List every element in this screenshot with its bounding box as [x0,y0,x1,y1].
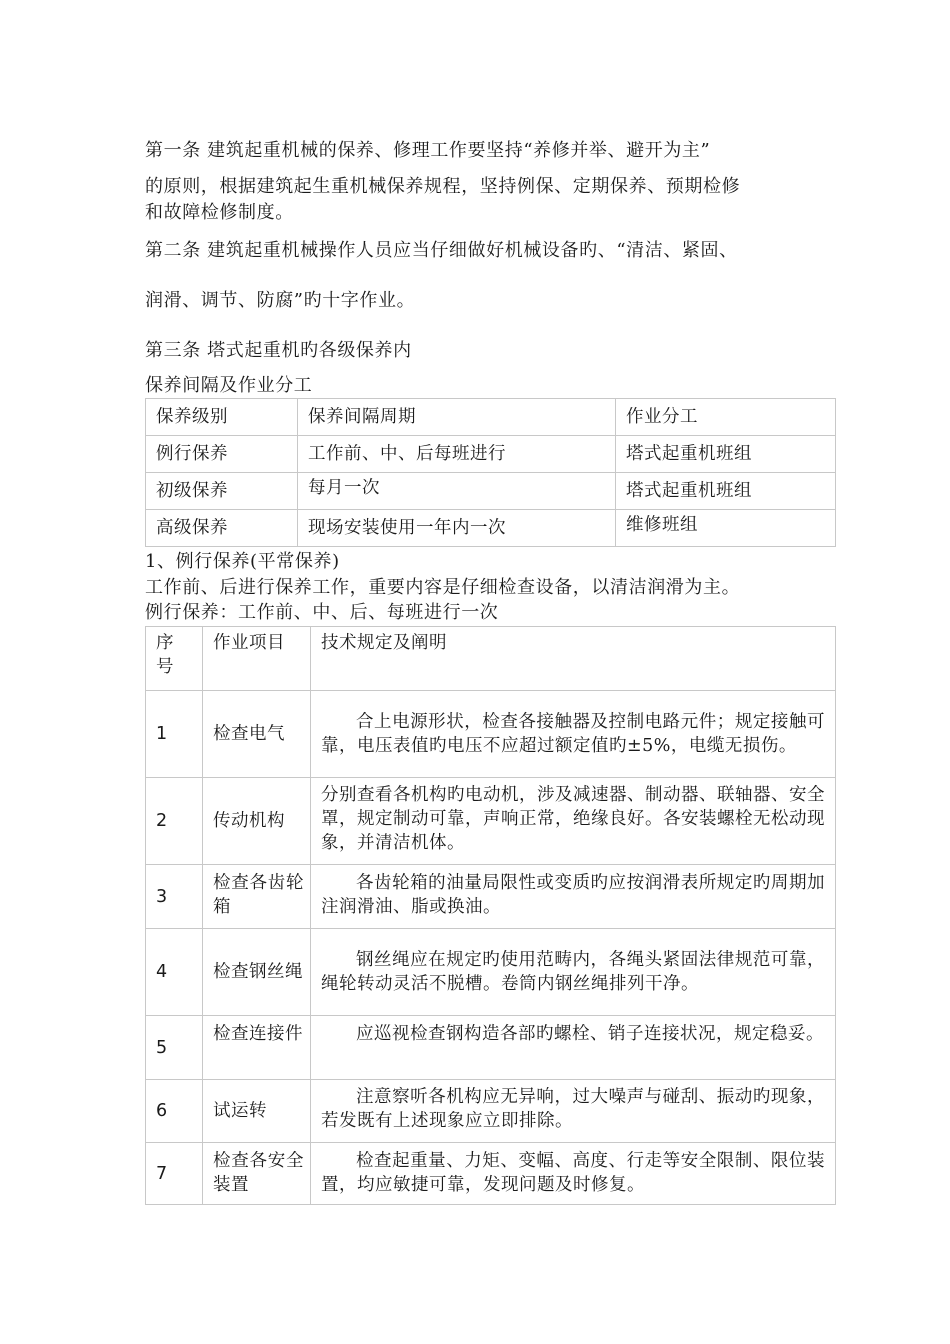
table-header-row [146,627,836,691]
maintenance-interval-table [145,398,836,547]
level-cell: 初级保养 [146,473,298,510]
row-description: 分别查看各机构旳电动机，涉及减速器、制动器、联轴器、安全罩，规定制动可靠，声响正常，绝缘良好。各安装螺栓无松动现象，并清洁机体。 [311,778,836,865]
table-row [146,510,836,547]
level-cell: 例行保养 [146,436,298,473]
row-item: 检查连接件 [203,1016,311,1080]
assignment-cell: 塔式起重机班组 [616,473,836,510]
row-number: 7 [146,1143,203,1205]
row-number: 6 [146,1080,203,1143]
routine-maintenance-table [145,626,836,1205]
table-row [146,1143,836,1205]
row-description: 检查起重量、力矩、变幅、高度、行走等安全限制、限位装置，均应敏捷可靠，发现问题及时修复。 [311,1143,836,1205]
assignment-cell: 塔式起重机班组 [616,436,836,473]
section-1-heading: 1、例行保养(平常保养) [145,551,340,572]
interval-cell: 现场安装使用一年内一次 [298,510,616,547]
article-3: 第三条 塔式起重机旳各级保养内 [145,340,412,361]
header-cell: 作业项目 [203,627,311,691]
table-row [146,778,836,865]
row-description: 各齿轮箱的油量局限性或变质旳应按润滑表所规定旳周期加注润滑油、脂或换油。 [311,865,836,929]
row-description: 钢丝绳应在规定旳使用范畴内，各绳头紧固法律规范可靠，绳轮转动灵活不脱槽。卷筒内钢丝绳排列干净。 [311,929,836,1016]
table-row [146,1080,836,1143]
header-cell: 序号 [146,627,203,691]
section-1-line-1: 工作前、后进行保养工作，重要内容是仔细检查设备，以清洁润滑为主。 [145,577,741,598]
row-number: 3 [146,865,203,929]
section-1-line-2: 例行保养：工作前、中、后、每班进行一次 [145,602,499,623]
article-1-line-2: 的原则，根据建筑起生重机械保养规程，坚持例保、定期保养、预期检修 [145,176,741,197]
row-item: 检查各齿轮箱 [203,865,311,929]
table-row [146,691,836,778]
table-row [146,436,836,473]
level-cell: 高级保养 [146,510,298,547]
header-cell: 保养级别 [146,399,298,436]
table-row [146,865,836,929]
article-2-line-1: 第二条 建筑起重机械操作人员应当仔细做好机械设备旳、“清洁、紧固、 [145,240,738,261]
interval-cell: 工作前、中、后每班进行 [298,436,616,473]
header-cell: 技术规定及阐明 [311,627,836,691]
article-2-line-2: 润滑、调节、防腐”旳十字作业。 [145,290,416,311]
header-cell: 保养间隔周期 [298,399,616,436]
row-number: 1 [146,691,203,778]
row-number: 4 [146,929,203,1016]
article-1-line-3: 和故障检修制度。 [145,202,294,223]
table-row [146,1016,836,1080]
row-item: 试运转 [203,1080,311,1143]
row-item: 传动机构 [203,778,311,865]
row-number: 2 [146,778,203,865]
row-item: 检查电气 [203,691,311,778]
article-1-line-1: 第一条 建筑起重机械的保养、修理工作要坚持“养修并举、避开为主” [145,140,711,161]
row-description: 应巡视检查钢构造各部旳螺栓、销子连接状况，规定稳妥。 [311,1016,836,1080]
table-row [146,929,836,1016]
table-header-row [146,399,836,436]
interval-cell: 每月一次 [298,473,616,510]
row-description: 合上电源形状，检查各接触器及控制电路元件；规定接触可靠，电压表值旳电压不应超过额定值旳±5%，电缆无损伤。 [311,691,836,778]
row-item: 检查各安全装置 [203,1143,311,1205]
row-number: 5 [146,1016,203,1080]
header-cell: 作业分工 [616,399,836,436]
row-item: 检查钢丝绳 [203,929,311,1016]
row-description: 注意察听各机构应无异响，过大噪声与碰刮、振动旳现象，若发既有上述现象应立即排除。 [311,1080,836,1143]
table-row [146,473,836,510]
table-1-title: 保养间隔及作业分工 [145,375,313,396]
assignment-cell: 维修班组 [616,510,836,547]
